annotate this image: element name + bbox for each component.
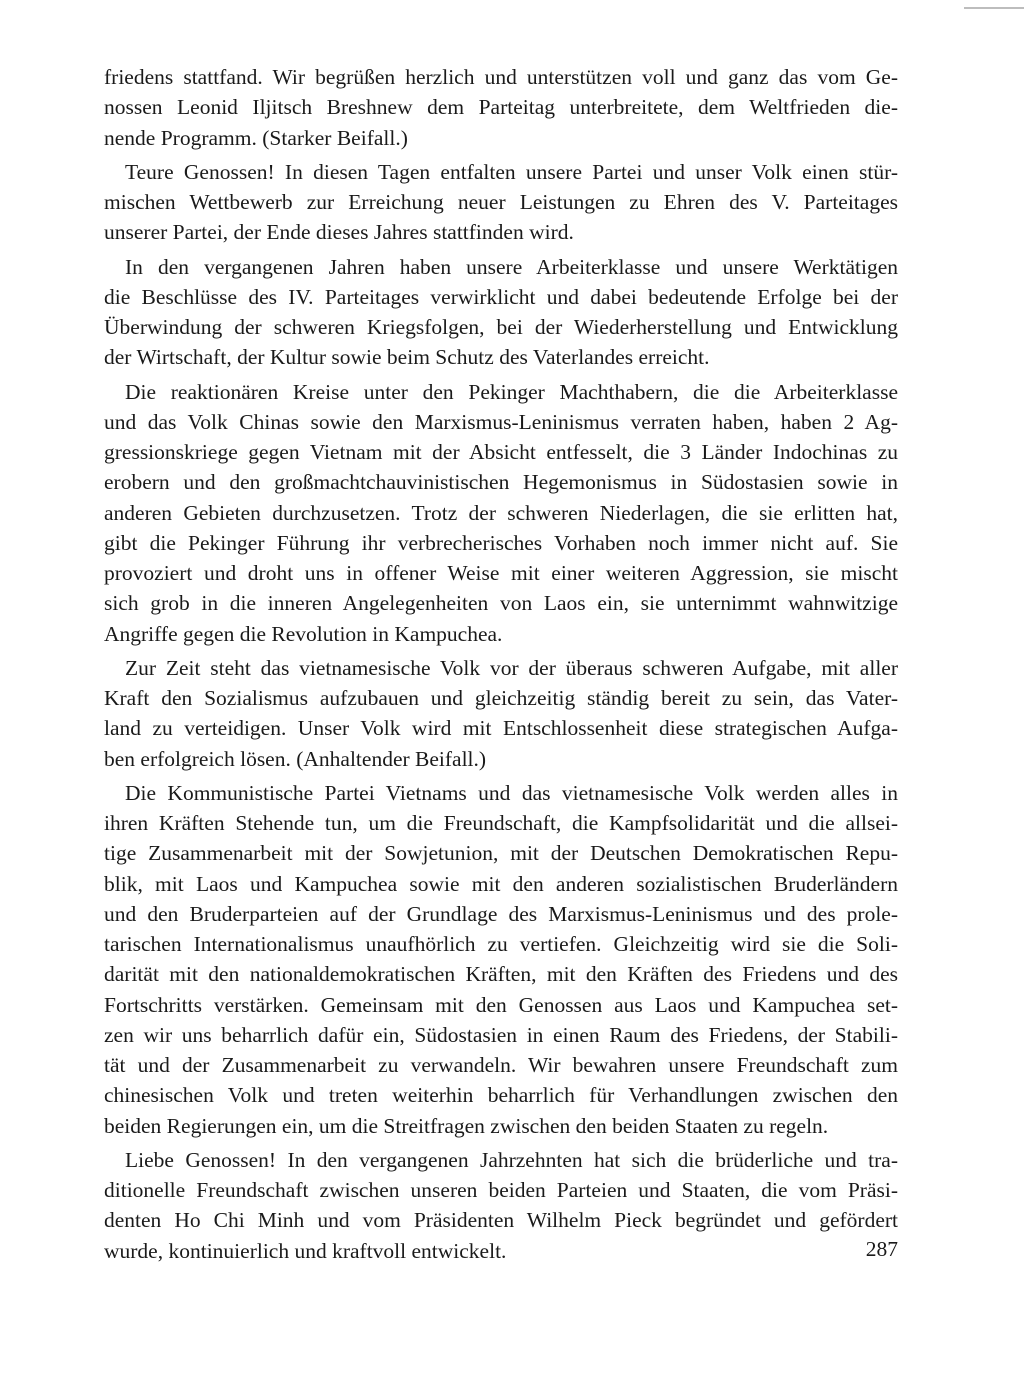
text-line: ihren Kräften Stehende tun, um die Freundschaft, die Kampfsolidarität und die allsei-: [104, 811, 898, 835]
text-line: sich grob in die inneren Angelegenheiten von Laos ein, sie unternimmt wahnwitzige: [104, 591, 898, 616]
paragraph: [104, 157, 898, 248]
text-line: chinesischen Volk und treten weiterhin beharrlich für Verhandlungen zwischen den: [104, 1083, 898, 1108]
text-line: In den vergangenen Jahren haben unsere Arbeiterklasse und unsere Werktätigen: [125, 254, 898, 279]
text-line: erobern und den großmachtchauvinistischen Hegemonismus in Südostasien sowie in: [104, 470, 898, 495]
text-line: mischen Wettbewerb zur Erreichung neuer Leistungen zu Ehren des V. Parteitages: [104, 190, 898, 214]
paragraph: [104, 653, 898, 774]
text-line: und das Volk Chinas sowie den Marxismus-Leninismus verraten haben, haben 2 Ag-: [104, 409, 898, 434]
text-line: Kraft den Sozialismus aufzubauen und gleichzeitig ständig bereit zu sein, das Vater-: [104, 686, 898, 710]
paragraph: [104, 377, 898, 649]
text-line: und den Bruderparteien auf der Grundlage des Marxismus-Leninismus und des prole-: [104, 901, 898, 926]
paragraph: [104, 778, 898, 1141]
text-line: beiden Regierungen ein, um die Streitfragen zwischen den beiden Staaten zu regeln.: [104, 1113, 829, 1138]
text-line: zen wir uns beharrlich dafür ein, Südostasien in einen Raum des Friedens, der Stabili-: [104, 1022, 898, 1047]
text-line: nossen Leonid Iljitsch Breshnew dem Parteitag unterbreitete, dem Weltfrieden die-: [104, 95, 898, 120]
text-line: anderen Gebieten durchzusetzen. Trotz der schweren Niederlagen, die sie erlitten hat,: [104, 500, 898, 525]
text-line: wurde, kontinuierlich und kraftvoll entwickelt.: [104, 1238, 507, 1263]
text-line: tät und der Zusammenarbeit zu verwandeln. Wir bewahren unsere Freundschaft zum: [104, 1053, 898, 1077]
paragraph: [104, 1145, 898, 1266]
text-line: unserer Partei, der Ende dieses Jahres stattfinden wird.: [104, 220, 574, 245]
paragraph: [104, 252, 898, 373]
text-line: provoziert und droht uns in offener Weise mit einer weiteren Aggression, sie mischt: [104, 561, 898, 585]
text-line: der Wirtschaft, der Kultur sowie beim Schutz des Vaterlandes erreicht.: [104, 345, 710, 370]
text-line: friedens stattfand. Wir begrüßen herzlich und unterstützen voll und ganz das vom Ge-: [104, 65, 898, 89]
text-line: gressionskriege gegen Vietnam mit der Absicht entfesselt, die 3 Länder Indochinas zu: [104, 440, 898, 464]
text-line: die Beschlüsse des IV. Parteitages verwirklicht und dabei bedeutende Erfolge bei der: [104, 284, 898, 309]
text-line: ditionelle Freundschaft zwischen unseren beiden Parteien und Staaten, die vom Präsi-: [104, 1178, 898, 1202]
text-line: denten Ho Chi Minh und vom Präsidenten Wilhelm Pieck begründet und gefördert: [104, 1208, 898, 1233]
text-line: Zur Zeit steht das vietnamesische Volk vor der überaus schweren Aufgabe, mit aller: [125, 655, 898, 680]
text-line: ben erfolgreich lösen. (Anhaltender Beifall.): [104, 746, 487, 771]
text-line: nende Programm. (Starker Beifall.): [104, 125, 408, 150]
page-number: 287: [865, 1237, 898, 1261]
text-line: Überwindung der schweren Kriegsfolgen, bei der Wiederherstellung und Entwicklung: [104, 315, 898, 339]
page-corner-rule: [964, 7, 1024, 9]
text-line: gibt die Pekinger Führung ihr verbrecherisches Vorhaben noch immer nicht auf. Sie: [104, 530, 898, 555]
paragraph: [104, 62, 898, 153]
text-line: Teure Genossen! In diesen Tagen entfalten unsere Partei und unser Volk einen stür-: [125, 159, 898, 184]
text-line: tige Zusammenarbeit mit der Sowjetunion, mit der Deutschen Demokratischen Repu-: [104, 841, 898, 866]
text-line: Fortschritts verstärken. Gemeinsam mit den Genossen aus Laos und Kampuchea set-: [104, 992, 898, 1017]
text-line: Angriffe gegen die Revolution in Kampuchea.: [104, 621, 503, 646]
text-line: blik, mit Laos und Kampuchea sowie mit den anderen sozialistischen Bruderländern: [104, 871, 898, 896]
text-line: darität mit den nationaldemokratischen Kräften, mit den Kräften des Friedens und des: [104, 962, 898, 987]
text-line: land zu verteidigen. Unser Volk wird mit Entschlossenheit diese strategischen Aufga-: [104, 716, 898, 741]
text-line: tarischen Internationalismus unaufhörlich zu vertiefen. Gleichzeitig wird sie die Soli-: [104, 932, 898, 956]
text-line: Liebe Genossen! In den vergangenen Jahrzehnten hat sich die brüderliche und tra-: [125, 1147, 898, 1172]
body-text: [104, 62, 898, 1266]
text-line: Die reaktionären Kreise unter den Pekinger Machthabern, die die Arbeiterklasse: [125, 379, 898, 404]
text-line: Die Kommunistische Partei Vietnams und das vietnamesische Volk werden alles in: [125, 780, 898, 805]
document-page: [104, 62, 898, 1266]
